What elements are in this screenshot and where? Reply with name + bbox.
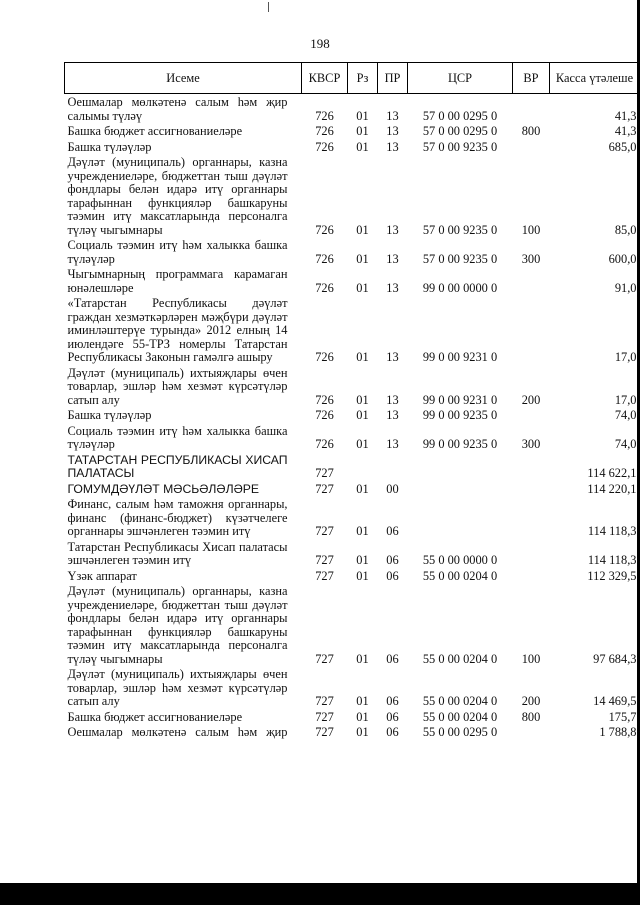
header-pr: ПР	[378, 63, 408, 94]
cell-vr: 800	[521, 709, 541, 724]
cell-vr	[513, 409, 550, 425]
cell-pr: 06	[386, 553, 399, 567]
table-row	[65, 726, 640, 742]
cell-csr: 99 0 00 9235 0	[422, 437, 498, 451]
cell-kvsr: 727	[315, 651, 334, 666]
table-row	[65, 483, 640, 499]
table-row	[65, 156, 640, 239]
cell-pr: 06	[386, 694, 399, 708]
cell-amount: 14 469,5	[593, 694, 637, 708]
cell-kvsr: 726	[315, 139, 334, 154]
cell-rz: 01	[356, 725, 369, 739]
table-row	[65, 425, 640, 454]
table-row	[65, 585, 640, 668]
cell-amount: 74,0	[614, 437, 637, 451]
cell-name: Социаль тәэмин итү һәм халыкка башка түләүләр	[67, 238, 288, 266]
cell-pr: 06	[386, 725, 399, 739]
cell-amount: 112 329,5	[587, 568, 637, 583]
cell-amount: 91,0	[614, 280, 637, 295]
table-row	[65, 297, 640, 367]
cell-vr	[513, 94, 550, 126]
cell-rz: 01	[356, 222, 369, 237]
scan-edge-bottom	[0, 883, 640, 905]
cell-vr	[513, 268, 550, 297]
cell-rz: 01	[356, 568, 369, 583]
cell-rz: 01	[356, 251, 369, 266]
cell-vr: 800	[521, 124, 541, 138]
cell-kvsr: 727	[315, 725, 334, 739]
table-row	[65, 454, 640, 483]
cell-csr: 99 0 00 9231 0	[422, 392, 498, 407]
cell-vr	[513, 483, 550, 499]
cell-amount: 41,3	[614, 108, 637, 123]
cell-name: Социаль тәэмин итү һәм халыкка башка түләүләр	[67, 423, 288, 451]
table-row	[65, 125, 640, 141]
cell-kvsr: 726	[315, 251, 334, 266]
header-rz: Рз	[348, 63, 378, 94]
cell-name: Башка түләүләр	[67, 139, 152, 154]
table-row	[65, 409, 640, 425]
cell-csr: 99 0 00 9235 0	[422, 408, 498, 422]
cell-rz: 01	[356, 350, 369, 364]
cell-amount: 41,3	[614, 124, 637, 138]
cell-csr: 55 0 00 0204 0	[422, 568, 498, 583]
cell-kvsr: 726	[315, 350, 334, 364]
table-header-row	[65, 63, 640, 94]
cell-rz: 01	[356, 524, 369, 538]
cell-csr: 55 0 00 0295 0	[422, 725, 498, 739]
cell-rz: 01	[356, 437, 369, 451]
table-row	[65, 498, 640, 541]
cell-pr: 13	[386, 108, 399, 123]
cell-kvsr: 726	[315, 437, 334, 451]
cell-pr: 06	[386, 524, 399, 538]
cell-name: Башка бюджет ассигнованиеләре	[67, 124, 243, 138]
cell-name: ГОМУМДӘҮЛӘТ МӘСЬӘЛӘЛӘРЕ	[67, 481, 260, 496]
cell-name: Дәүләт (муниципаль) органнары, казна учреждениеләре, бюджеттан тыш дәүләт фондлары белән идарә итү органнары тарафыннан функцияләр башкаруны тәэмин итү максатларында персоналга түләү чыгымнары	[67, 584, 288, 666]
cell-kvsr: 727	[315, 568, 334, 583]
cell-name: Дәүләт (муниципаль) органнары, казна учреждениеләре, бюджеттан тыш дәүләт фондлары белән идарә итү органнары тарафыннан функцияләр башкаруны тәэмин итү максатларында персоналга түләү чыгымнары	[67, 155, 288, 237]
cell-name: Башка түләүләр	[67, 408, 152, 422]
cell-kvsr: 727	[315, 709, 334, 724]
cell-amount: 175,7	[608, 709, 637, 724]
cell-csr: 99 0 00 0000 0	[422, 280, 498, 295]
cell-rz: 01	[356, 392, 369, 407]
cell-vr: 100	[521, 222, 541, 237]
cell-amount: 114 118,3	[587, 553, 637, 567]
cell-amount: 114 118,3	[587, 524, 637, 538]
cell-kvsr: 726	[315, 392, 334, 407]
cell-vr	[513, 498, 550, 541]
cell-kvsr: 727	[315, 466, 334, 480]
cell-pr: 13	[386, 139, 399, 154]
table-row	[65, 570, 640, 586]
cell-kvsr: 727	[315, 524, 334, 538]
cell-csr: 57 0 00 0295 0	[422, 124, 498, 138]
table-row	[65, 94, 640, 126]
table-row	[65, 668, 640, 711]
cell-name: Татарстан Республикасы Хисап палатасы эшчәнлеген тәэмин итү	[67, 539, 288, 567]
cell-rz: 01	[356, 124, 369, 138]
table-row	[65, 141, 640, 157]
header-name: Исеме	[65, 63, 302, 94]
cell-name: Дәүләт (муниципаль) ихтыяҗлары өчен товарлар, эшләр һәм хезмәт күрсәтүләр сатып алу	[67, 365, 288, 407]
cell-rz: 01	[356, 651, 369, 666]
cell-csr: 57 0 00 9235 0	[422, 222, 498, 237]
cell-rz: 01	[356, 280, 369, 295]
table-row	[65, 711, 640, 727]
cell-vr	[513, 726, 550, 742]
table-body	[65, 94, 640, 742]
header-csr: ЦСР	[408, 63, 513, 94]
cell-amount: 85,0	[614, 222, 637, 237]
cell-amount: 600,0	[608, 251, 637, 266]
cell-csr: 99 0 00 9231 0	[422, 350, 498, 364]
cell-kvsr: 726	[315, 108, 334, 123]
cell-pr: 06	[386, 568, 399, 583]
cell-vr: 100	[521, 651, 541, 666]
cell-rz: 01	[356, 108, 369, 123]
cell-rz: 01	[356, 553, 369, 567]
cell-pr: 06	[386, 651, 399, 666]
cell-name: Оешмалар мөлкәтенә салым һәм җир	[67, 725, 288, 739]
table-row	[65, 239, 640, 268]
cell-name: Финанс, салым һәм таможня органнары, финанс (финанс-бюджет) күзәтчелеге органнары эшчәнлеген тәэмин итү	[67, 497, 288, 538]
cell-kvsr: 727	[315, 694, 334, 708]
table-row	[65, 541, 640, 570]
cell-pr: 13	[386, 392, 399, 407]
cell-amount: 17,0	[614, 350, 637, 364]
table-row	[65, 268, 640, 297]
cell-pr	[378, 454, 408, 483]
cell-amount: 685,0	[608, 139, 637, 154]
cell-vr	[513, 297, 550, 367]
cell-csr: 55 0 00 0204 0	[422, 709, 498, 724]
cell-name: Башка бюджет ассигнованиеләре	[67, 709, 243, 724]
cell-kvsr: 727	[315, 553, 334, 567]
table-row	[65, 367, 640, 410]
cell-name: Дәүләт (муниципаль) ихтыяҗлары өчен товарлар, эшләр һәм хезмәт күрсәтүләр сатып алу	[67, 667, 288, 708]
cell-csr: 55 0 00 0204 0	[422, 651, 498, 666]
cell-vr: 200	[521, 392, 541, 407]
header-kvsr: КВСР	[302, 63, 348, 94]
cell-vr: 300	[521, 437, 541, 451]
cell-csr	[408, 454, 513, 483]
cell-csr: 55 0 00 0000 0	[422, 553, 498, 567]
cell-csr	[408, 483, 513, 499]
page-number: 198	[310, 36, 330, 51]
cell-kvsr: 727	[315, 481, 334, 496]
cell-amount: 1 788,8	[599, 725, 637, 739]
cell-amount: 114 622,1	[587, 466, 637, 480]
cell-kvsr: 726	[315, 222, 334, 237]
cell-vr: 300	[521, 251, 541, 266]
budget-table	[64, 62, 640, 742]
cell-pr: 13	[386, 280, 399, 295]
cell-pr: 13	[386, 350, 399, 364]
cell-name: Чыгымнарның программага карамаган юнәлешләре	[67, 267, 288, 295]
cell-vr: 200	[521, 694, 541, 708]
cell-pr: 06	[386, 709, 399, 724]
cell-pr: 13	[386, 251, 399, 266]
cell-amount: 97 684,3	[593, 651, 637, 666]
cell-pr: 13	[386, 408, 399, 422]
cell-kvsr: 726	[315, 124, 334, 138]
cell-rz: 01	[356, 139, 369, 154]
scan-mark	[268, 2, 269, 12]
cell-csr	[408, 498, 513, 541]
cell-name: Үзәк аппарат	[67, 568, 137, 583]
cell-rz: 01	[356, 709, 369, 724]
cell-rz	[348, 454, 378, 483]
cell-csr: 57 0 00 9235 0	[422, 139, 498, 154]
header-kassa: Касса үтәлеше	[550, 63, 640, 94]
cell-kvsr: 726	[315, 280, 334, 295]
cell-rz: 01	[356, 694, 369, 708]
header-vr: ВР	[513, 63, 550, 94]
cell-name: ТАТАРСТАН РЕСПУБЛИКАСЫ ХИСАП ПАЛАТАСЫ	[67, 452, 288, 480]
cell-name: Оешмалар мөлкәтенә салым һәм җир салымы түләү	[67, 95, 288, 123]
cell-rz: 01	[356, 408, 369, 422]
cell-pr: 13	[386, 124, 399, 138]
cell-csr: 57 0 00 0295 0	[422, 108, 498, 123]
cell-csr: 55 0 00 0204 0	[422, 694, 498, 708]
cell-csr: 57 0 00 9235 0	[422, 251, 498, 266]
cell-kvsr: 726	[315, 408, 334, 422]
cell-vr	[513, 570, 550, 586]
cell-name: «Татарстан Республикасы дәүләт граждан хезмәткәрләрен мәҗбүри дәүләт иминләштерүе турында» 2012 елның 14 июлендәге 55-ТРЗ номерлы Татарстан Республикасы Законын гамәлгә ашыру	[67, 296, 288, 364]
cell-vr	[513, 141, 550, 157]
cell-pr: 13	[386, 222, 399, 237]
cell-rz: 01	[356, 481, 369, 496]
cell-vr	[513, 541, 550, 570]
cell-vr	[513, 454, 550, 483]
cell-pr: 13	[386, 437, 399, 451]
cell-amount: 17,0	[614, 392, 637, 407]
cell-amount: 74,0	[614, 408, 637, 422]
cell-pr: 00	[386, 481, 399, 496]
cell-amount: 114 220,1	[587, 481, 637, 496]
